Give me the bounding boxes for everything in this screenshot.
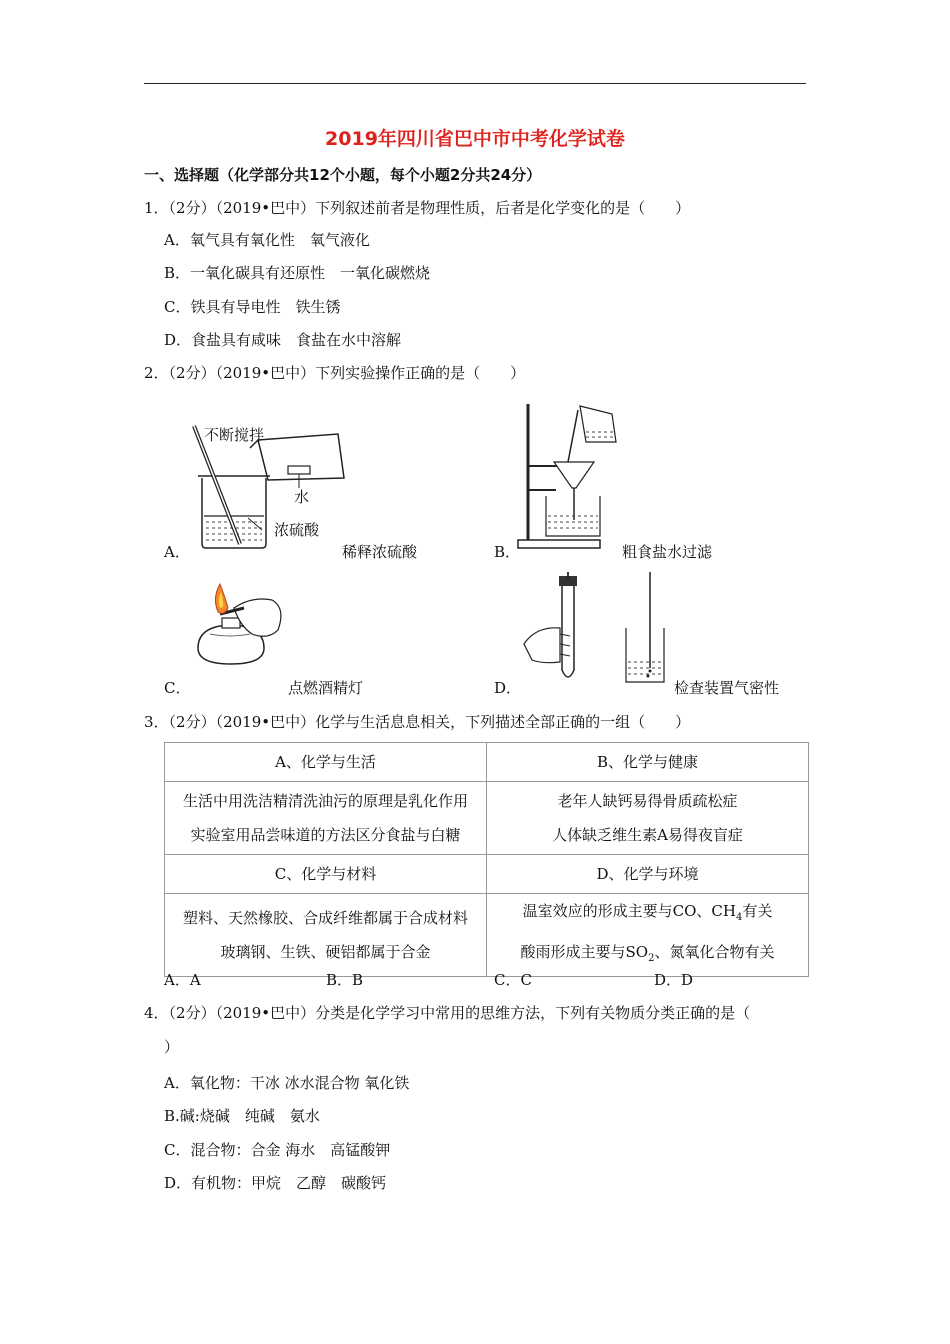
q2-option-c-letter: C． bbox=[164, 679, 191, 697]
q2-option-d-caption: 检查装置气密性 bbox=[674, 679, 780, 697]
q3-table-c-line2: 玻璃钢、生铁、硬铝都属于合金 bbox=[220, 943, 431, 961]
q3-table-c-head: C、化学与材料 bbox=[165, 855, 487, 894]
page-title: 2019年四川省巴中市中考化学试卷 bbox=[325, 128, 625, 150]
q1-option-d: D．食盐具有咸味 食盐在水中溶解 bbox=[164, 331, 402, 349]
q3-table bbox=[164, 742, 809, 977]
q3-table-a-head: A、化学与生活 bbox=[165, 743, 487, 782]
q3-stem: 3．（2分）（2019•巴中）化学与生活息息相关，下列描述全部正确的一组（ ） bbox=[144, 713, 691, 731]
q1-stem: 1．（2分）（2019•巴中）下列叙述前者是物理性质，后者是化学变化的是（ ） bbox=[144, 199, 691, 217]
q1-option-c: C．铁具有导电性 铁生锈 bbox=[164, 298, 341, 316]
q2-option-c-caption: 点燃酒精灯 bbox=[288, 679, 364, 697]
label-stir: 不断搅拌 bbox=[204, 426, 265, 444]
q4-option-b: B.碱:烧碱 纯碱 氨水 bbox=[164, 1107, 320, 1125]
q3-table-b-head: B、化学与健康 bbox=[487, 743, 809, 782]
q3-option-b: B．B bbox=[326, 971, 364, 989]
q1-option-a: A．氧气具有氧化性 氧气液化 bbox=[164, 231, 370, 249]
q3-option-d: D．D bbox=[654, 971, 694, 989]
q3-option-a: A．A bbox=[164, 971, 201, 989]
q3-table-b-line1: 老年人缺钙易得骨质疏松症 bbox=[557, 792, 738, 810]
q4-option-a: A．氧化物：干冰 冰水混合物 氧化铁 bbox=[164, 1074, 410, 1092]
q2-option-b-letter: B． bbox=[494, 543, 521, 561]
q1-option-b: B．一氧化碳具有还原性 一氧化碳燃烧 bbox=[164, 264, 431, 282]
q3-table-b-body bbox=[487, 782, 809, 855]
q3-table-a-line1: 生活中用洗洁精清洗油污的原理是乳化作用 bbox=[182, 792, 468, 810]
q3-table-d-head: D、化学与环境 bbox=[487, 855, 809, 894]
q3-table-d-body bbox=[487, 894, 809, 977]
header-rule bbox=[144, 83, 806, 84]
section-heading: 一、选择题（化学部分共12个小题，每个小题2分共24分） bbox=[144, 166, 542, 184]
label-acid: 浓硫酸 bbox=[274, 521, 320, 539]
figure-dilute-acid bbox=[188, 418, 348, 550]
q4-option-d: D．有机物：甲烷 乙醇 碳酸钙 bbox=[164, 1174, 387, 1192]
q3-table-c-body bbox=[165, 894, 487, 977]
q2-stem: 2．（2分）（2019•巴中）下列实验操作正确的是（ ） bbox=[144, 364, 526, 382]
q3-table-a-body bbox=[165, 782, 487, 855]
q3-table-d-line1: 温室效应的形成主要与CO、$CH_4$有关 bbox=[522, 902, 773, 923]
q3-option-c: C．C bbox=[494, 971, 532, 989]
q2-option-d-letter: D． bbox=[494, 679, 522, 697]
q4-stem-cont: ） bbox=[164, 1038, 180, 1056]
q4-stem: 4．（2分）（2019•巴中）分类是化学学习中常用的思维方法，下列有关物质分类正确的是（ bbox=[144, 1004, 751, 1022]
q3-table-d-line2: 酸雨形成主要与$SO_2$、氮氧化合物有关 bbox=[520, 943, 775, 964]
figure-airtightness bbox=[522, 572, 668, 688]
q3-table-b-line2: 人体缺乏维生素A易得夜盲症 bbox=[552, 826, 743, 844]
label-water: 水 bbox=[294, 488, 310, 506]
q2-option-b-caption: 粗食盐水过滤 bbox=[622, 543, 713, 561]
figure-filtration bbox=[516, 400, 628, 552]
q3-table-c-line1: 塑料、天然橡胶、合成纤维都属于合成材料 bbox=[182, 909, 468, 927]
figure-alcohol-lamp bbox=[190, 578, 290, 670]
q4-option-c: C．混合物：合金 海水 高锰酸钾 bbox=[164, 1141, 391, 1159]
q2-option-a-caption: 稀释浓硫酸 bbox=[342, 543, 418, 561]
q3-table-a-line2: 实验室用品尝味道的方法区分食盐与白糖 bbox=[190, 826, 461, 844]
q2-option-a-letter: A． bbox=[164, 543, 190, 561]
